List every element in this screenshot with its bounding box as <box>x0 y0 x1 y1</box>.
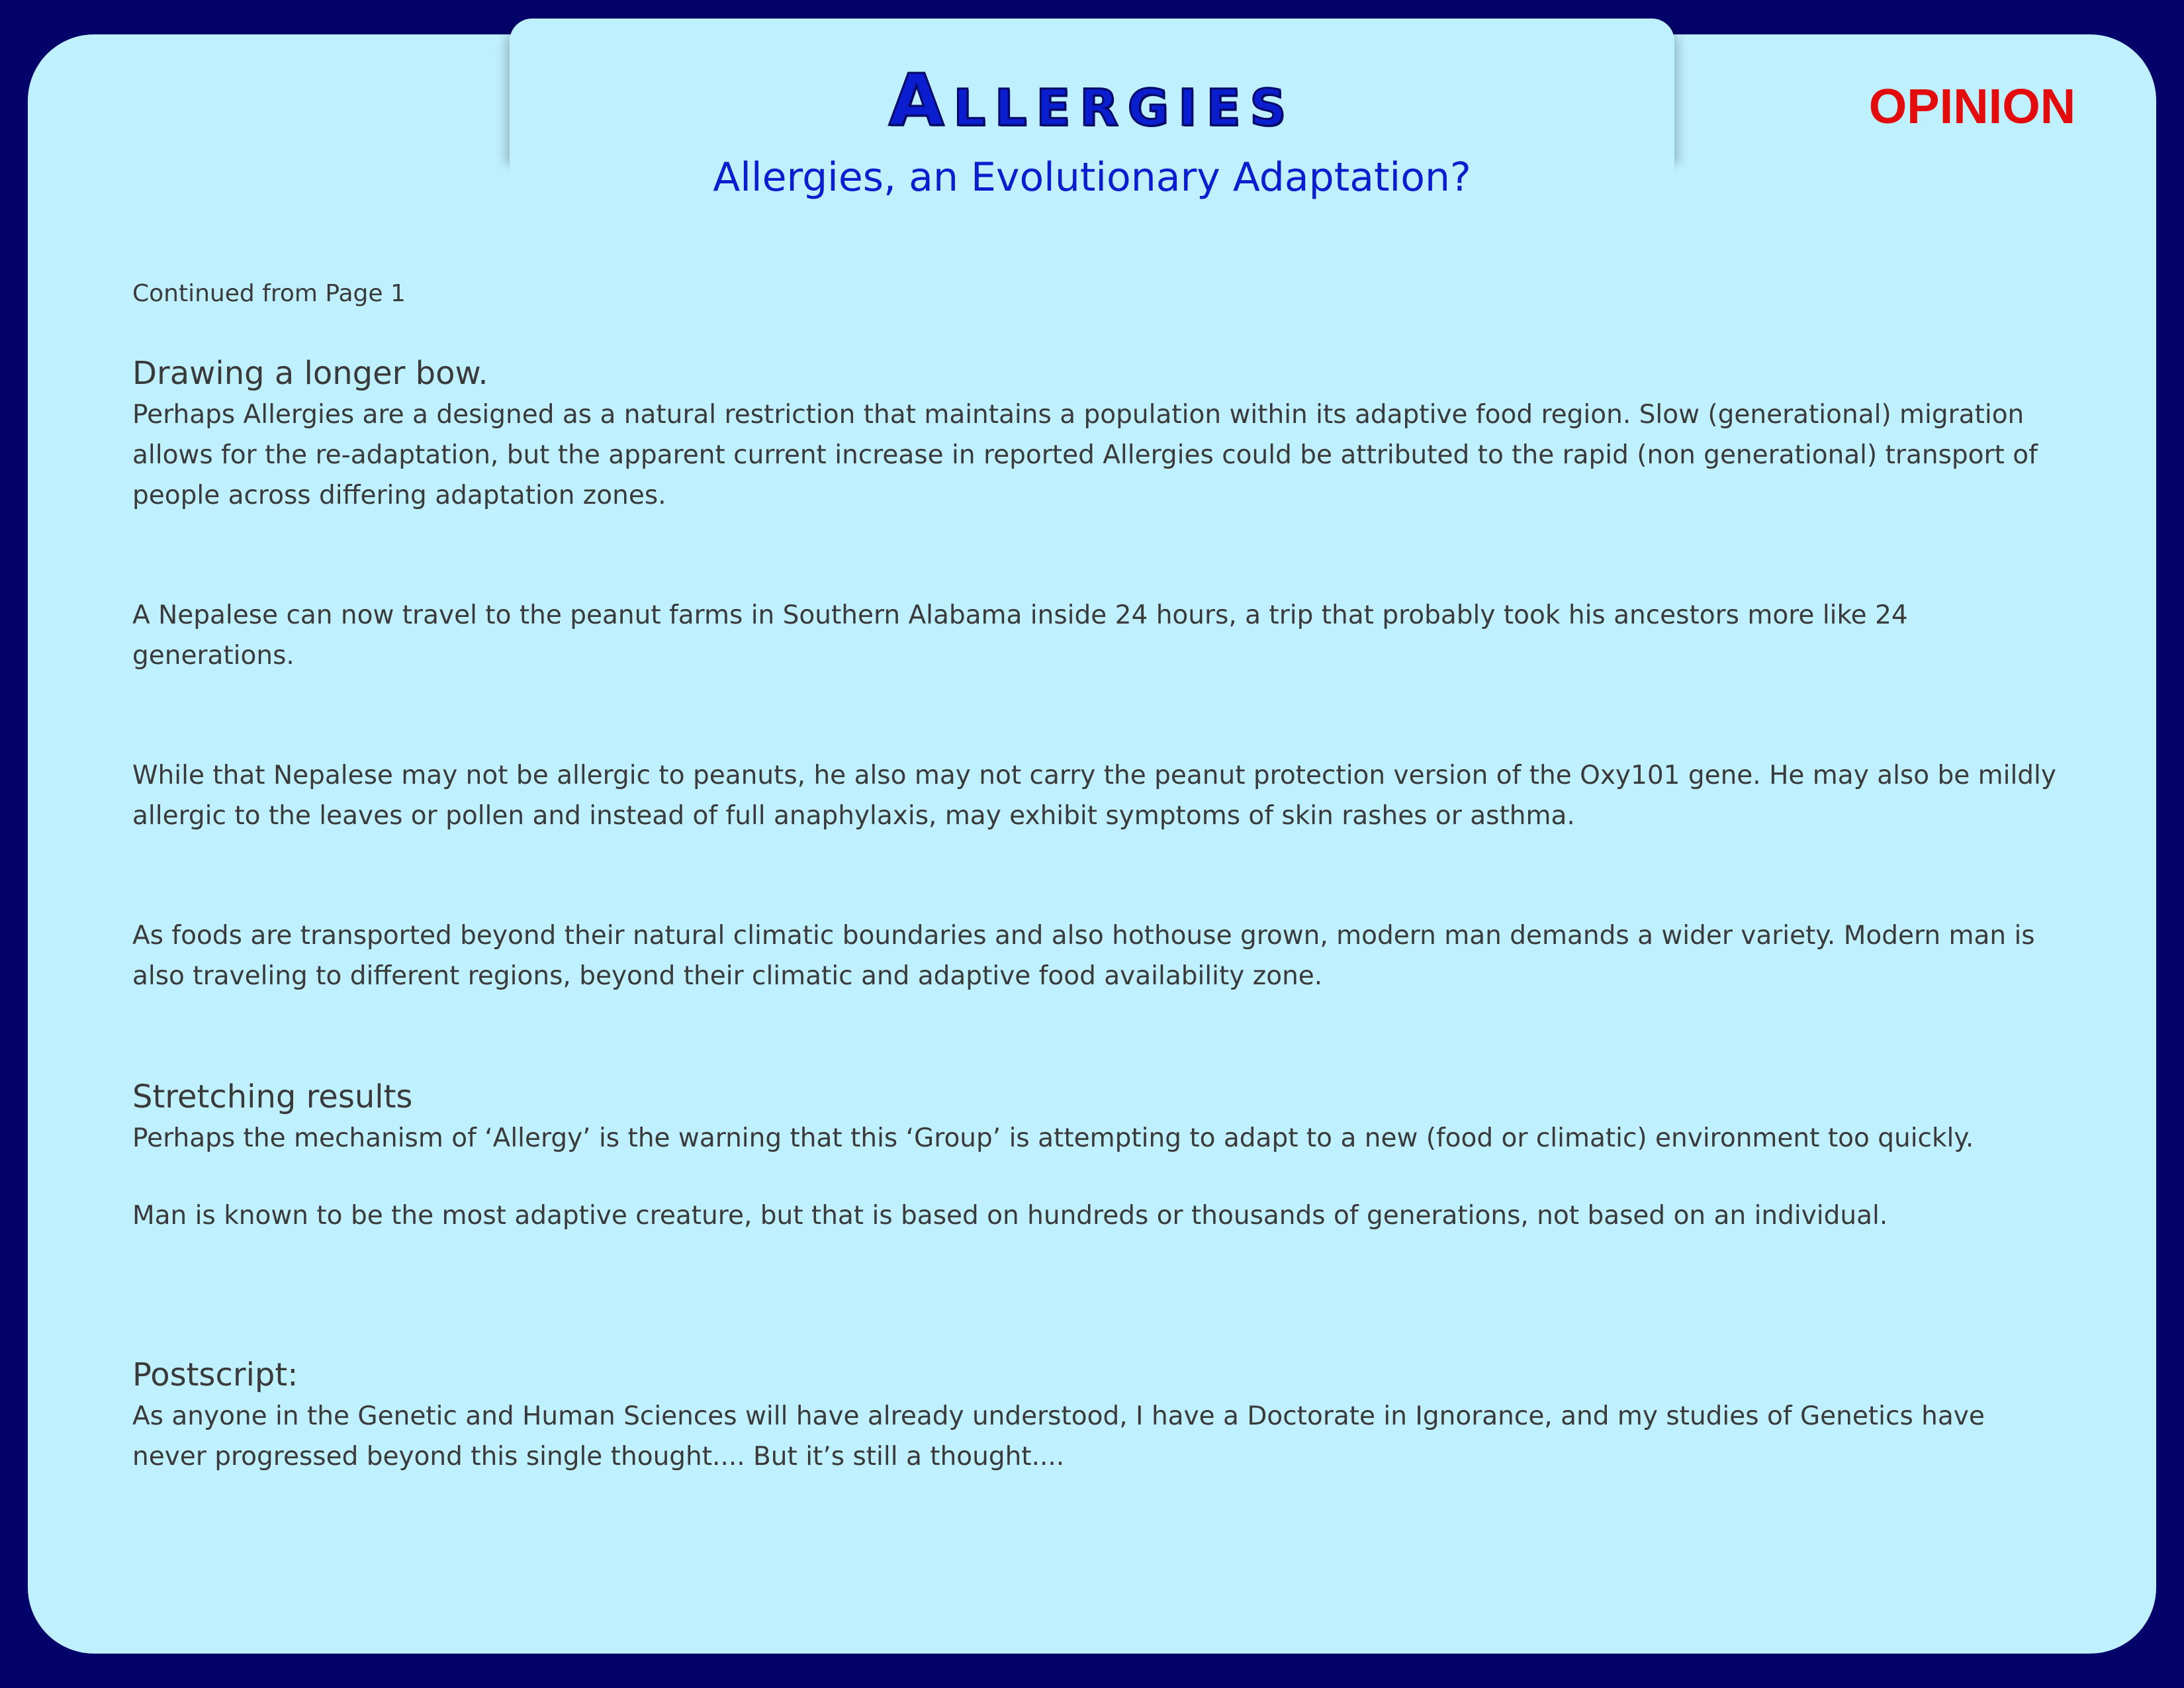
paragraph-adaptive-creature: Man is known to be the most adaptive creature, but that is based on hundreds or thousands of generations, not based on an individual. <box>132 1201 1888 1231</box>
section-heading-postscript: Postscript: <box>132 1356 298 1393</box>
paragraph-food-transport: As foods are transported beyond their natural climatic boundaries and also hothouse grown, modern man demands a wider variety. Modern man is also traveling to different regions, beyond their climatic and adaptive food availability zone. <box>132 921 2035 991</box>
paragraph-nepalese-travel: A Nepalese can now travel to the peanut farms in Southern Alabama inside 24 hours, a trip that probably took his ancestors more like 24 generations. <box>132 600 1908 671</box>
section-heading-drawing-longer-bow: Drawing a longer bow. <box>132 355 488 392</box>
paragraph-postscript: As anyone in the Genetic and Human Sciences will have already understood, I have a Doctorate in Ignorance, and my studies of Genetics have never progressed beyond this single thought.... But it’s still a thought.... <box>132 1401 1985 1472</box>
page-subtitle: Allergies, an Evolutionary Adaptation? <box>713 154 1471 201</box>
continued-note: Continued from Page 1 <box>132 280 406 307</box>
paragraph-allergies-restriction: Perhaps Allergies are a designed as a natural restriction that maintains a population within its adaptive food region. Slow (generational) migration allows for the re-adaptation, but the apparent current increase in reported Allergies could be attributed to the rapid (non generational) transport of people across differing adaptation zones. <box>132 400 2038 510</box>
page-title: Allergies <box>888 60 1296 142</box>
paragraph-allergy-warning: Perhaps the mechanism of ‘Allergy’ is the warning that this ‘Group’ is attempting to adapt to a new (food or climatic) environment too quickly. <box>132 1123 1974 1153</box>
section-heading-stretching-results: Stretching results <box>132 1078 413 1115</box>
opinion-badge: OPINION <box>1868 79 2076 134</box>
paragraph-peanut-gene: While that Nepalese may not be allergic to peanuts, he also may not carry the peanut protection version of the Oxy101 gene. He may also be mildly allergic to the leaves or pollen and instead of full anaphylaxis, may exhibit symptoms of skin rashes or asthma. <box>132 761 2056 831</box>
article-body <box>132 274 2065 1477</box>
